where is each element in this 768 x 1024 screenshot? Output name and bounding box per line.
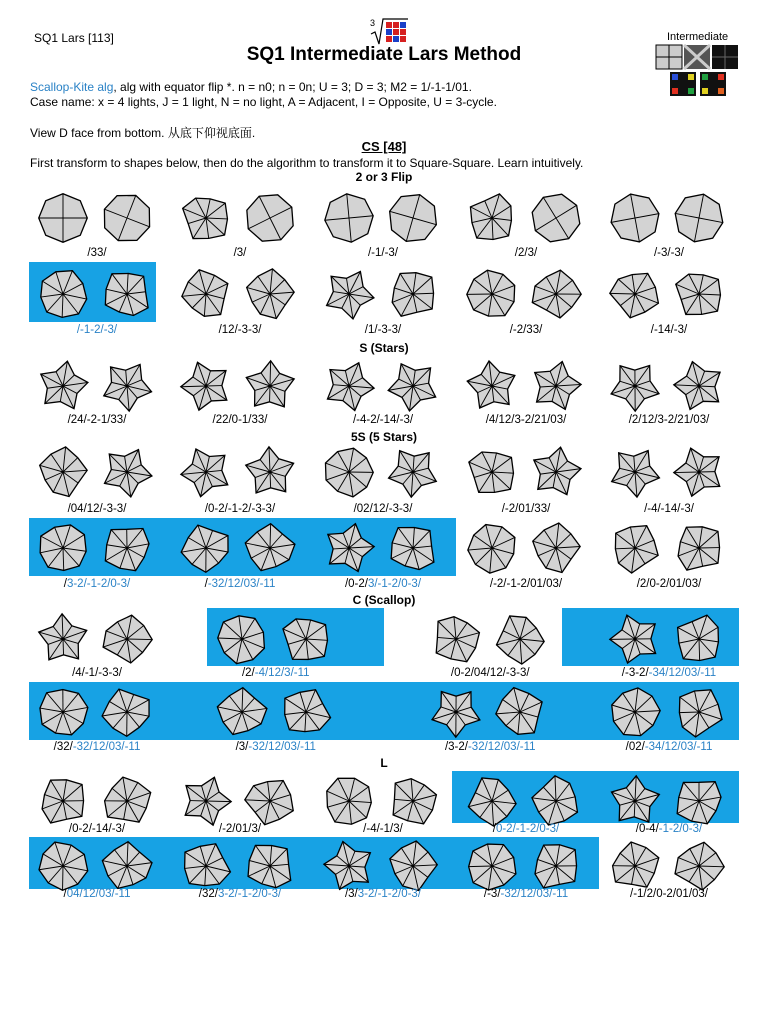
case-label-black: /2/ [241,667,255,679]
case-label-black: /-3-2/ [621,667,649,679]
case-shape-bottom-icon [242,838,298,894]
case-shape-bottom-icon [99,838,155,894]
case-shape-bottom-icon [528,838,584,894]
case-label [599,324,739,336]
case-label-black: /2/3/ [514,247,538,259]
case-shape-bottom-icon [99,684,155,740]
case-label-black: /-4/-14/-3/ [644,503,694,515]
case-shape-bottom-icon [99,444,155,500]
case-label [206,741,346,753]
case-label-black: /0-2/-14/-3/ [68,823,126,835]
case-shape-top-icon [178,358,234,414]
case-label-black: /0-4/ [635,823,659,835]
case-label-black: /-1/-3/ [367,247,399,259]
case-label [27,503,167,515]
case-label-blue: -1-2/0-3/ [658,823,703,835]
case-label-black: /-14/-3/ [650,324,688,336]
intro-line-3: View D face from bottom. 从底下仰视底面. [30,126,256,140]
case-label-blue: -32/12/03/-11 [500,888,569,900]
case-label [170,414,310,426]
case-shape-bottom-icon [385,190,441,246]
case-label [27,667,167,679]
case-label [599,503,739,515]
case-label-black: /-3/ [483,888,501,900]
case-shape-top-icon [321,190,377,246]
case-label [456,247,596,259]
case-label [27,823,167,835]
case-shape-top-icon [214,611,270,667]
case-label-black: /-1/2/0-2/01/03/ [630,888,708,900]
case-shape-bottom-icon [528,190,584,246]
case-label-black: /-4-2/-14/-3/ [352,414,414,426]
intro-line-1-text: , alg with equator flip *. n = n0; n = 0n; U = 3; D = 3; M2 = 1/-1-1/01. [113,80,472,94]
case-label-black: /0-2/04/12/-3-3/ [450,667,530,679]
case-label-black: /0-2/ [344,578,368,590]
case-label-blue: -34/12/03/-11 [648,667,717,679]
case-shape-bottom-icon [385,838,441,894]
case-shape-top-icon [607,190,663,246]
case-shape-top-icon [35,838,91,894]
case-shape-top-icon [35,611,91,667]
case-shape-bottom-icon [671,266,727,322]
case-shape-bottom-icon [385,266,441,322]
case-label-black: /22/0-1/33/ [212,414,268,426]
case-label [170,823,310,835]
case-shape-top-icon [607,684,663,740]
case-shape-bottom-icon [242,190,298,246]
case-label [313,324,453,336]
case-label-black: / [492,823,496,835]
case-shape-top-icon [464,520,520,576]
case-shape-bottom-icon [671,611,727,667]
case-shape-top-icon [321,358,377,414]
case-label [456,888,596,900]
case-label [313,414,453,426]
case-shape-top-icon [607,444,663,500]
case-shape-bottom-icon [528,520,584,576]
case-shape-top-icon [321,838,377,894]
case-shape-top-icon [464,773,520,829]
case-label [420,667,560,679]
case-shape-bottom-icon [242,266,298,322]
case-label [456,578,596,590]
case-label-black: /-2/33/ [509,324,543,336]
case-label-black: /-3/-3/ [653,247,685,259]
case-shape-bottom-icon [242,358,298,414]
case-shape-bottom-icon [385,358,441,414]
case-label-blue: -32/12/03/-11 [207,578,276,590]
case-shape-bottom-icon [671,190,727,246]
case-label [170,503,310,515]
case-label [456,823,596,835]
case-label-black: /2/12/3-2/21/03/ [628,414,710,426]
case-shape-bottom-icon [528,773,584,829]
case-label [170,247,310,259]
case-label [27,414,167,426]
case-shape-top-icon [214,684,270,740]
case-label-black: /32/ [198,888,218,900]
case-label [599,578,739,590]
case-label-blue: 3-2/-1-2/0-3/ [217,888,282,900]
case-shape-top-icon [178,773,234,829]
case-shape-top-icon [464,190,520,246]
case-shape-top-icon [607,358,663,414]
scallop-kite-link[interactable]: Scallop-Kite alg [30,80,114,94]
case-shape-bottom-icon [671,684,727,740]
case-shape-bottom-icon [99,611,155,667]
case-shape-top-icon [178,266,234,322]
case-shape-bottom-icon [671,520,727,576]
case-shape-top-icon [607,773,663,829]
case-label-black: /3/ [344,888,358,900]
case-label-black: / [63,888,67,900]
case-label [420,741,560,753]
section-scallop-heading: C (Scallop) [352,593,416,607]
case-shape-top-icon [321,520,377,576]
case-shape-bottom-icon [385,520,441,576]
case-label-blue: 3-2/-1-2/0-3/ [357,888,422,900]
case-shape-top-icon [35,266,91,322]
case-label-black: /-2/-1-2/01/03/ [489,578,563,590]
case-shape-bottom-icon [671,838,727,894]
case-shape-bottom-icon [492,684,548,740]
case-label-black: /4/-1/-3-3/ [72,667,122,679]
case-label-black: /33/ [87,247,107,259]
case-shape-bottom-icon [528,358,584,414]
case-shape-bottom-icon [99,520,155,576]
case-shape-top-icon [428,684,484,740]
case-shape-bottom-icon [492,611,548,667]
case-shape-top-icon [464,358,520,414]
case-label-black: /3/ [235,741,249,753]
case-label [599,888,739,900]
case-label [27,247,167,259]
case-shape-top-icon [178,838,234,894]
case-shape-bottom-icon [99,773,155,829]
case-label-black: /02/12/-3-3/ [353,503,413,515]
case-label [313,503,453,515]
case-shape-top-icon [428,611,484,667]
case-label-blue: 0-2/-1-2/0-3/ [495,823,560,835]
case-label-black: /24/-2-1/33/ [67,414,127,426]
case-label [313,247,453,259]
case-shape-top-icon [607,838,663,894]
case-shape-bottom-icon [278,684,334,740]
case-label [456,414,596,426]
header-case-id: SQ1 Lars [113] [34,31,114,45]
section-five-stars-heading: 5S (5 Stars) [350,430,418,444]
case-shape-top-icon [321,773,377,829]
case-label-blue: -4/12/3/-11 [254,667,310,679]
intro-line-2: Case name: x = 4 lights, J = 1 light, N = no light, A = Adjacent, I = Opposite, U = 3-cycle. [30,95,497,109]
case-label-blue: -32/12/03/-11 [467,741,536,753]
case-label-blue: /-1-2/-3/ [76,324,118,336]
case-label-blue: -32/12/03/-11 [72,741,141,753]
case-shape-top-icon [35,190,91,246]
case-label-black: /3/ [233,247,247,259]
case-shape-bottom-icon [242,520,298,576]
case-label-black: /32/ [53,741,73,753]
case-shape-top-icon [35,684,91,740]
case-label [170,888,310,900]
case-shape-top-icon [607,611,663,667]
section-flip-heading: 2 or 3 Flip [355,170,413,184]
case-shape-bottom-icon [385,773,441,829]
level-thumbnails-icon [655,44,739,98]
case-label-blue: 04/12/03/-11 [66,888,131,900]
case-label-black: / [204,578,208,590]
case-label [27,578,167,590]
case-shape-top-icon [35,444,91,500]
case-shape-top-icon [464,266,520,322]
case-shape-top-icon [178,444,234,500]
case-shape-bottom-icon [99,190,155,246]
case-label-black: /1/-3-3/ [364,324,402,336]
case-shape-bottom-icon [385,444,441,500]
intro-line-5: First transform to shapes below, then do the algorithm to transform it to Square-Square. Learn intuitively. [30,156,584,170]
case-label-black: /-2/01/33/ [501,503,551,515]
case-shape-top-icon [607,520,663,576]
case-label [599,667,739,679]
case-label [599,823,739,835]
case-label [27,888,167,900]
case-label [313,578,453,590]
case-shape-top-icon [321,444,377,500]
case-label [170,578,310,590]
case-label-blue: 3/-1-2/0-3/ [367,578,422,590]
case-label-black: /04/12/-3-3/ [67,503,127,515]
case-label-blue: 3-2/-1-2/0-3/ [66,578,131,590]
case-shape-bottom-icon [242,773,298,829]
svg-text:3: 3 [370,18,376,28]
case-label [206,667,346,679]
case-shape-top-icon [607,266,663,322]
section-l-heading: L [380,756,388,770]
case-label [599,247,739,259]
case-label-black: /4/12/3-2/21/03/ [485,414,567,426]
case-label-black: /02/ [625,741,645,753]
case-shape-top-icon [35,358,91,414]
cube-root-logo-icon [369,16,409,46]
case-label-black: /-2/01/3/ [218,823,262,835]
case-label [456,324,596,336]
case-shape-top-icon [178,520,234,576]
case-label-blue: -34/12/03/-11 [644,741,713,753]
page-title: SQ1 Intermediate Lars Method [246,44,522,65]
case-label-black: /3-2/ [444,741,468,753]
case-shape-top-icon [464,444,520,500]
case-shape-bottom-icon [671,358,727,414]
case-shape-bottom-icon [99,358,155,414]
case-label [27,741,167,753]
case-shape-bottom-icon [99,266,155,322]
case-label-black: /0-2/-1-2/-3-3/ [204,503,276,515]
case-shape-top-icon [464,838,520,894]
case-label [599,414,739,426]
case-shape-top-icon [35,773,91,829]
case-shape-top-icon [35,520,91,576]
case-label-black: /2/0-2/01/03/ [636,578,702,590]
section-stars-heading: S (Stars) [359,341,409,355]
case-label [313,823,453,835]
case-label [170,324,310,336]
intro-line-1 [30,80,472,94]
case-label [456,503,596,515]
case-label [599,741,739,753]
case-shape-top-icon [321,266,377,322]
case-label [27,324,167,336]
case-shape-bottom-icon [671,773,727,829]
case-shape-bottom-icon [528,444,584,500]
case-shape-bottom-icon [242,444,298,500]
case-label-blue: -32/12/03/-11 [248,741,316,753]
case-shape-bottom-icon [278,611,334,667]
case-label-black: /-4/-1/3/ [363,823,403,835]
case-shape-top-icon [178,190,234,246]
case-label [313,888,453,900]
case-label-black: / [63,578,67,590]
case-shape-bottom-icon [671,444,727,500]
case-label-black: /12/-3-3/ [218,324,262,336]
cs-heading: CS [48] [361,139,407,154]
level-label: Intermediate [667,31,729,43]
case-shape-bottom-icon [528,266,584,322]
